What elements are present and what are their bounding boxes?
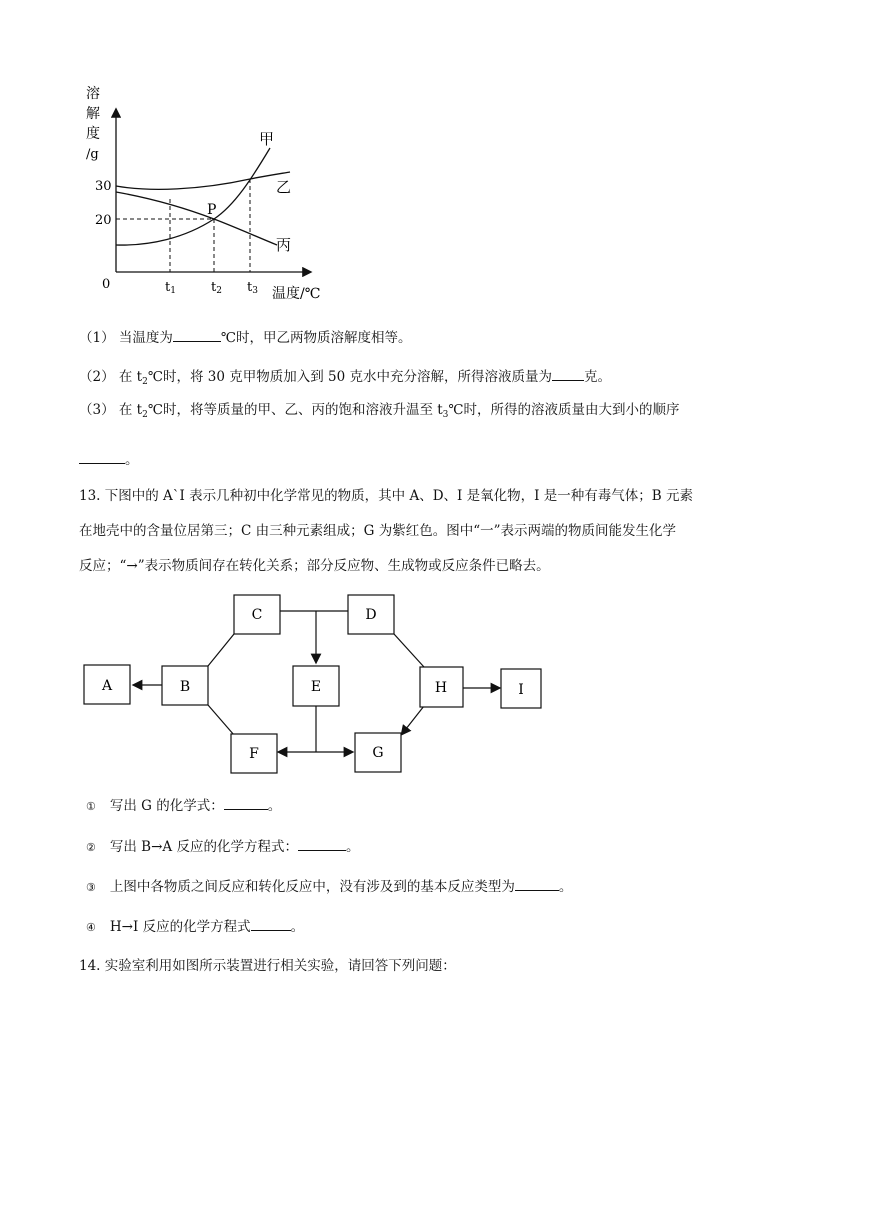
q12-part2-text: ℃时，将 30 克甲物质加入到 50 克水中充分溶解，所得溶液质量为 [147, 369, 552, 385]
q12-part1-post: ℃时，甲乙两物质溶解度相等。 [220, 330, 412, 346]
answer-blank[interactable] [552, 366, 584, 381]
node-d [348, 595, 394, 634]
node-g-label: G [372, 745, 384, 761]
q13-stem-line3: 反应；“→”表示物质间存在转化关系；部分反应物、生成物或反应条件已略去。 [79, 558, 550, 574]
reaction-diagram [0, 580, 869, 790]
y-axis-label-char: 溶 [86, 86, 100, 102]
sub-number: ④ [86, 921, 96, 934]
q13-sub2-post: 。 [345, 839, 360, 855]
connector-b-f [208, 705, 234, 735]
answer-blank[interactable] [173, 327, 221, 342]
node-b [162, 666, 208, 705]
point-label: P [207, 202, 217, 218]
q12-part1-pre: （1） 当温度为 [79, 330, 173, 346]
sub-number: ③ [86, 881, 96, 894]
q13-stem-line2: 在地壳中的含量位居第三；C 由三种元素组成；G 为紫红色。图中“一”表示两端的物质间能发生化学 [79, 523, 676, 539]
q13-sub3 [86, 876, 572, 898]
answer-blank[interactable] [515, 876, 559, 891]
solubility-chart [0, 0, 869, 320]
arrow-h-to-g [402, 706, 424, 734]
q12-part3-text: （3） 在 t [79, 402, 143, 418]
series-label-yi: 乙 [276, 178, 292, 196]
x-tick-label: t1 [165, 280, 176, 296]
answer-blank[interactable] [298, 836, 346, 851]
q13-stem-line1: 13. 下图中的 A`I 表示几种初中化学常见的物质，其中 A、D、I 是氧化物，I 是一种有毒气体；B 元素 [79, 488, 693, 504]
connector-d-h [394, 634, 424, 667]
subscript: 2 [142, 410, 148, 420]
node-c-label: C [251, 607, 263, 623]
series-label-jia: 甲 [259, 130, 275, 148]
q12-part1 [79, 327, 412, 348]
node-a [84, 665, 130, 704]
node-g [355, 733, 401, 772]
q13-sub1-text: 写出 G 的化学式： [109, 798, 224, 814]
q13-sub4-post: 。 [290, 919, 305, 935]
node-b-label: B [179, 679, 191, 695]
q12-part3-text: ℃时，将等质量的甲、乙、丙的饱和溶液升温至 t [147, 402, 443, 418]
sub-number: ① [86, 800, 96, 813]
y-tick-label: 30 [95, 179, 112, 194]
y-axis-label-char: 度 [86, 126, 100, 142]
q12-part2-post: 克。 [583, 369, 611, 385]
node-f [231, 734, 277, 773]
node-e-label: E [310, 679, 322, 695]
q13-sub2 [86, 836, 359, 858]
q12-part2 [79, 366, 611, 392]
q12-part3-end: 。 [125, 452, 139, 468]
q12-part3-text: ℃时，所得的溶液质量由大到小的顺序 [448, 402, 680, 418]
sub-number: ② [86, 841, 96, 854]
node-i [501, 669, 541, 708]
series-yi-curve [116, 172, 290, 189]
q13-sub4 [86, 916, 304, 938]
subscript: 3 [442, 410, 449, 420]
y-axis-label-char: 解 [86, 106, 100, 122]
node-c [234, 595, 280, 634]
x-tick-label: t2 [211, 280, 222, 296]
node-h [420, 667, 463, 707]
q13-sub1-post: 。 [267, 798, 282, 814]
node-f-label: F [249, 746, 259, 762]
q12-part3-answer [79, 449, 139, 470]
q13-sub1 [86, 795, 281, 817]
node-d-label: D [365, 607, 377, 623]
answer-blank[interactable] [224, 795, 268, 810]
connector-c-b [208, 634, 234, 666]
x-tick-label: t3 [247, 280, 258, 296]
node-h-label: H [434, 680, 448, 696]
answer-blank[interactable] [79, 449, 125, 464]
x-axis-label: 温度/℃ [272, 286, 321, 302]
answer-blank[interactable] [251, 916, 291, 931]
q13-sub4-text: H→I 反应的化学方程式 [109, 919, 251, 935]
q12-part2-text: （2） 在 t [79, 369, 143, 385]
q13-sub2-text: 写出 B→A 反应的化学方程式： [109, 839, 298, 855]
q13-sub3-post: 。 [558, 879, 573, 895]
series-label-bing: 丙 [276, 236, 292, 254]
y-axis-label-char: /g [86, 147, 99, 162]
q12-part3 [79, 400, 680, 425]
q13-sub3-text: 上图中各物质之间反应和转化反应中，没有涉及到的基本反应类型为 [109, 879, 515, 895]
node-i-label: I [518, 682, 524, 698]
y-tick-label: 20 [95, 213, 112, 228]
q14-stem: 14. 实验室利用如图所示装置进行相关实验，请回答下列问题： [79, 958, 456, 974]
node-e [293, 666, 339, 706]
origin-label: 0 [102, 277, 111, 292]
node-a-label: A [101, 678, 113, 694]
subscript: 2 [142, 377, 148, 387]
